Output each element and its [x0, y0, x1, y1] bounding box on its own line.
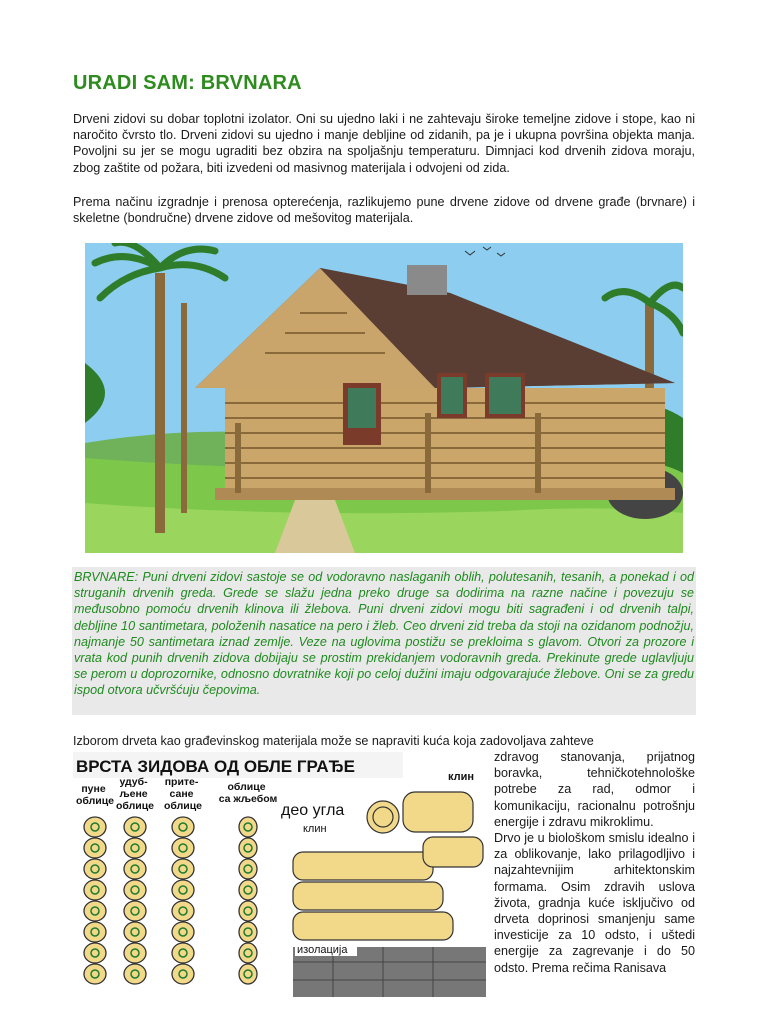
wood-intro-line: Izborom drveta kao građevinskog materijala može se napraviti kuća koja zadovoljava zahteve [73, 734, 594, 748]
log-ring [172, 838, 194, 858]
log-ring [124, 817, 146, 837]
log-ring [172, 943, 194, 963]
col3-label-1: прите- [164, 776, 199, 788]
log-ring [84, 943, 106, 963]
intro-paragraph: Drveni zidovi su dobar toplotni izolator. Oni su ujedno laki i ne zahtevaju široke temeljne zidove i stope, kao ni naročito čvrsto tlo. Drveni zidovi su ujedno i manje debljine od zidanih, pa je i ukupna površina objekta manja. Povoljni su jer se mogu ugraditi bez obzira na spoljašnju temperaturu. Dimnjaci kod drvenih zidova moraju, zbog zaštite od požara, biti izvedeni od masivnog materijala i odvojeni od zida. [73, 112, 695, 175]
svg-text:прите- сане облице [164, 776, 202, 812]
log-ring [172, 880, 194, 900]
klin-top-label: клин [448, 771, 475, 783]
log-ring [84, 859, 106, 879]
log-ring [239, 964, 257, 984]
log-ring [172, 859, 194, 879]
log-ring [172, 922, 194, 942]
svg-text:удуб- љене облице [116, 776, 154, 812]
log-ring [124, 838, 146, 858]
wall-types-diagram [73, 752, 486, 997]
col2-label-1: удуб- [119, 776, 148, 788]
col4-label-2: са жљебом [218, 793, 278, 805]
log-ring [239, 901, 257, 921]
log-ring [239, 838, 257, 858]
diagram-heading: ВРСТА ЗИДОВА ОД ОБЛЕ ГРАЂЕ [76, 757, 355, 776]
log-ring [239, 943, 257, 963]
log-ring [84, 964, 106, 984]
log-ring [172, 901, 194, 921]
izolacija-label: изолација [297, 944, 348, 956]
log-ring [84, 901, 106, 921]
brvnare-text: BRVNARE: Puni drveni zidovi sastoje se od vodoravno naslaganih oblih, polutesanih, tesanih, a ponekad i od struganih drvenih greda. Grede se slažu jedna preko druge sa dodirima na razne načine i povezuju se međusobno pomoću drvenih klinova ili žlebova. Puni drveni zidovi mogu biti sagrađeni i od drvenih talpi, debljine 10 santimetara, položenih nasatice na pero i žleb. Ceo drveni zid treba da stoji na ozidanom podnožju, najmanje 50 santimetara iznad zemlje. Veze na uglovima postižu se prekloima s glavom. Otvori za prozore i vrata kod punih drvenih zidova dobijaju se prostim prekidanjem vodoravnih greda. Prekinute grede uglavljuju se perom u doprozornike, odnosno dovratnike koji po celoj dužini imaju odgovarajuće žlebove. Oni se za gredu ispod otvora učvršćuju čepovima. [74, 570, 694, 698]
log-ring [124, 964, 146, 984]
col1-label-1: пуне [81, 783, 106, 795]
page-title: URADI SAM: BRVNARA [73, 72, 302, 94]
log-ring [84, 817, 106, 837]
log-ring [124, 859, 146, 879]
log-ring [124, 943, 146, 963]
log-cabin-illustration [85, 243, 683, 553]
col2-label-3: облице [115, 800, 155, 812]
klin-mid-label: клин [303, 823, 327, 835]
log-ring [239, 859, 257, 879]
log-ring [239, 922, 257, 942]
log-ring [124, 880, 146, 900]
log-ring [84, 922, 106, 942]
log-ring [172, 964, 194, 984]
log-ring [239, 817, 257, 837]
log-ring [84, 838, 106, 858]
side-text-1: zdravog stanovanja, prijatnog boravka, tehničkotehnološke potrebe za rad, odmor i komunikaciju, racionalnu potrošnju energije i zdravu mikroklimu. [494, 750, 695, 829]
log-ring [124, 901, 146, 921]
types-paragraph: Prema načinu izgradnje i prenosa opterećenja, razlikujemo pune drvene zidove od drvene građe (brvnare) i skeletne (bondručne) drvene zidove od mešovitog materijala. [73, 195, 695, 226]
col3-label-2: сане [169, 788, 194, 800]
col4-label-1: облице [227, 781, 266, 793]
log-ring [124, 922, 146, 942]
log-ring [84, 880, 106, 900]
brvnare-info-box [72, 567, 696, 715]
svg-text:пуне облице [76, 783, 114, 807]
log-ring [239, 880, 257, 900]
col2-label-2: љене [119, 788, 148, 800]
log-ring [172, 817, 194, 837]
side-text-2: Drvo je u biološkom smislu idealno i za oblikovanje, lako prilagodljivo i najzahtevnijim arhitektonskim formama. Osim zdravih uslova života, gradnja kuće isključivo od drveta doprinosi smanjenju same investicije za 10 odsto, i uštedi energije za zagrevanje i do 50 odsto. Prema rečima Ranisava [494, 831, 695, 975]
col3-label-3: облице [163, 800, 203, 812]
corner-label: део угла [281, 802, 345, 819]
side-column [494, 749, 695, 976]
col1-label-2: облице [75, 795, 115, 807]
